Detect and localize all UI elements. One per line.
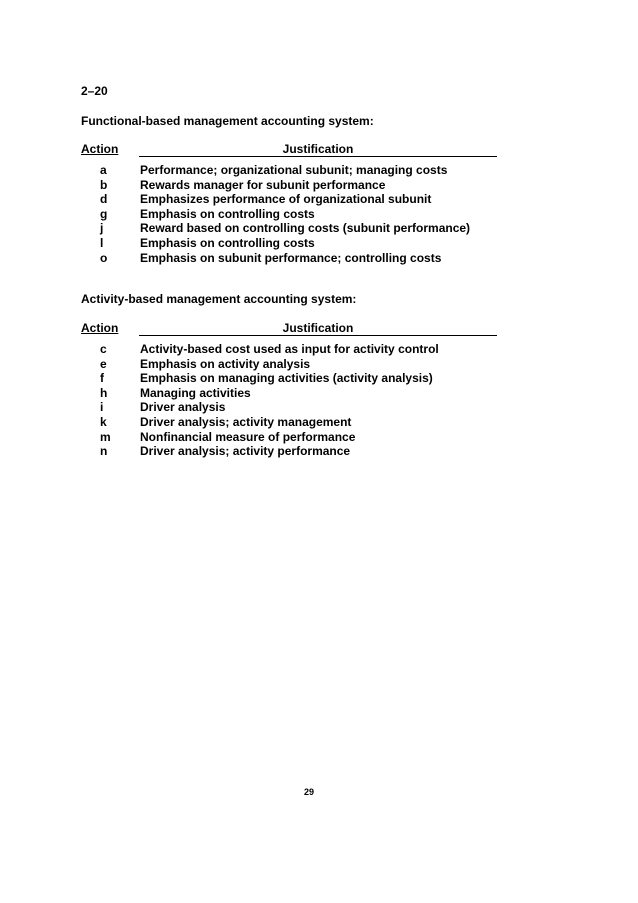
action-letter: j (100, 221, 104, 236)
action-letter: c (100, 342, 107, 356)
functional-justification-header: Justification (139, 142, 497, 157)
activity-column-header (81, 321, 497, 337)
table-row (81, 371, 511, 386)
activity-section-title: Activity-based management accounting system: (81, 292, 357, 306)
action-letter: i (100, 400, 104, 415)
functional-action-header: Action (81, 142, 119, 156)
page-number: 29 (303, 787, 314, 797)
table-row (81, 178, 511, 193)
justification-text: Emphasis on activity analysis (140, 356, 311, 371)
table-row (81, 357, 511, 372)
table-row (81, 342, 511, 357)
justification-text: Driver analysis; activity management (140, 414, 352, 429)
justification-text: Driver analysis; activity performance (140, 444, 351, 459)
justification-text: Rewards manager for subunit performance (140, 177, 386, 192)
action-letter: n (100, 444, 108, 459)
action-letter: m (100, 429, 111, 444)
table-row (81, 251, 511, 266)
action-letter: l (100, 235, 104, 250)
justification-text: Reward based on controlling costs (subunit performance) (140, 221, 471, 236)
justification-text: Emphasis on subunit performance; controlling costs (140, 250, 442, 265)
action-letter: f (100, 371, 104, 386)
activity-justification-header: Justification (139, 321, 497, 336)
table-row (81, 400, 511, 415)
justification-text: Nonfinancial measure of performance (140, 429, 356, 444)
justification-text: Performance; organizational subunit; managing costs (140, 163, 448, 177)
justification-text: Driver analysis (140, 400, 226, 415)
table-row (81, 163, 511, 178)
table-row (81, 430, 511, 445)
table-row (81, 221, 511, 236)
table-row (81, 444, 511, 459)
table-row (81, 207, 511, 222)
table-row (81, 386, 511, 401)
table-row (81, 415, 511, 430)
action-letter: g (100, 206, 108, 221)
action-letter: a (100, 163, 107, 177)
justification-text: Emphasis on controlling costs (140, 206, 315, 221)
justification-text: Emphasizes performance of organizational subunit (140, 192, 432, 207)
justification-text: Managing activities (140, 385, 251, 400)
problem-number: 2–20 (81, 84, 108, 98)
functional-rows (81, 163, 511, 265)
action-letter: h (100, 385, 108, 400)
action-letter: b (100, 177, 108, 192)
table-row (81, 192, 511, 207)
justification-text: Emphasis on controlling costs (140, 235, 315, 250)
action-letter: d (100, 192, 108, 207)
table-row (81, 236, 511, 251)
justification-text: Emphasis on managing activities (activity analysis) (140, 371, 433, 386)
justification-text: Activity-based cost used as input for activity control (140, 342, 439, 356)
action-letter: o (100, 250, 108, 265)
action-letter: k (100, 414, 107, 429)
action-letter: e (100, 356, 107, 371)
activity-action-header: Action (81, 321, 119, 335)
functional-column-header (81, 142, 497, 158)
functional-section-title: Functional-based management accounting system: (81, 114, 374, 128)
activity-rows (81, 342, 511, 459)
